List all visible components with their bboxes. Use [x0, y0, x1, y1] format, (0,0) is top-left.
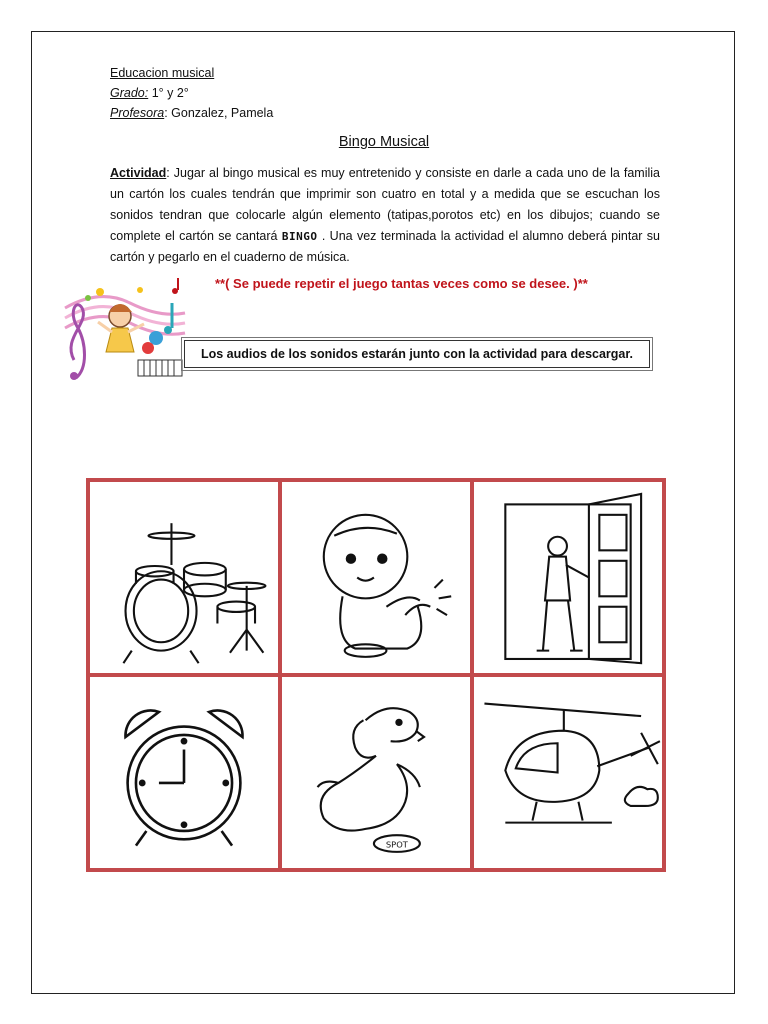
teacher-value: : Gonzalez, Pamela	[164, 106, 274, 120]
subject: Educacion musical	[110, 66, 215, 80]
activity-label: Actividad	[110, 166, 167, 180]
bingo-cell-puppy	[282, 677, 470, 868]
door-icon	[474, 482, 662, 673]
drum-kit-icon	[90, 482, 278, 673]
grade-value: 1° y 2°	[148, 86, 189, 100]
bingo-card	[86, 478, 666, 872]
activity-text-1: : Jugar al bingo musical es muy entretenido y consiste en darle a cada uno de la familia un cartón los cuales tendrán que imprimir son cuatro en total y a medida que se escuchan los sonidos tendran que colocarle algún elemento (tatipas,porotos etc) en los dibujos; cuando se complete el cartón se cantará	[110, 166, 660, 243]
repeat-note: **( Se puede repetir el juego tantas veces como se desee. )**	[215, 276, 588, 291]
grade-line	[110, 83, 273, 103]
bingo-cell-alarm-clock	[90, 677, 278, 868]
grade-label: Grado:	[110, 86, 149, 100]
audio-notice-box: Los audios de los sonidos estarán junto con la actividad para descargar.	[184, 340, 650, 368]
document-header	[110, 63, 273, 123]
music-girl-illustration	[60, 268, 190, 388]
bingo-cell-helicopter	[474, 677, 662, 868]
baby-icon	[282, 482, 470, 673]
bingo-cell-door	[474, 482, 662, 673]
bowl-label: SPOT	[385, 839, 408, 850]
subject-line	[110, 63, 273, 83]
alarm-clock-icon	[90, 677, 278, 868]
helicopter-icon	[474, 677, 662, 868]
teacher-line	[110, 103, 273, 123]
bingo-cell-drum-kit	[90, 482, 278, 673]
page-title: Bingo Musical	[338, 134, 430, 150]
bingo-word: BINGO	[281, 230, 318, 243]
bingo-cell-baby-clapping	[282, 482, 470, 673]
activity-paragraph	[110, 163, 660, 268]
puppy-icon	[282, 677, 470, 868]
activity-text-2: . Una vez terminada la actividad el alumno deberá pintar su cartón y pegarlo en el cuaderno de música.	[110, 229, 660, 264]
teacher-label: Profesora	[110, 106, 165, 120]
